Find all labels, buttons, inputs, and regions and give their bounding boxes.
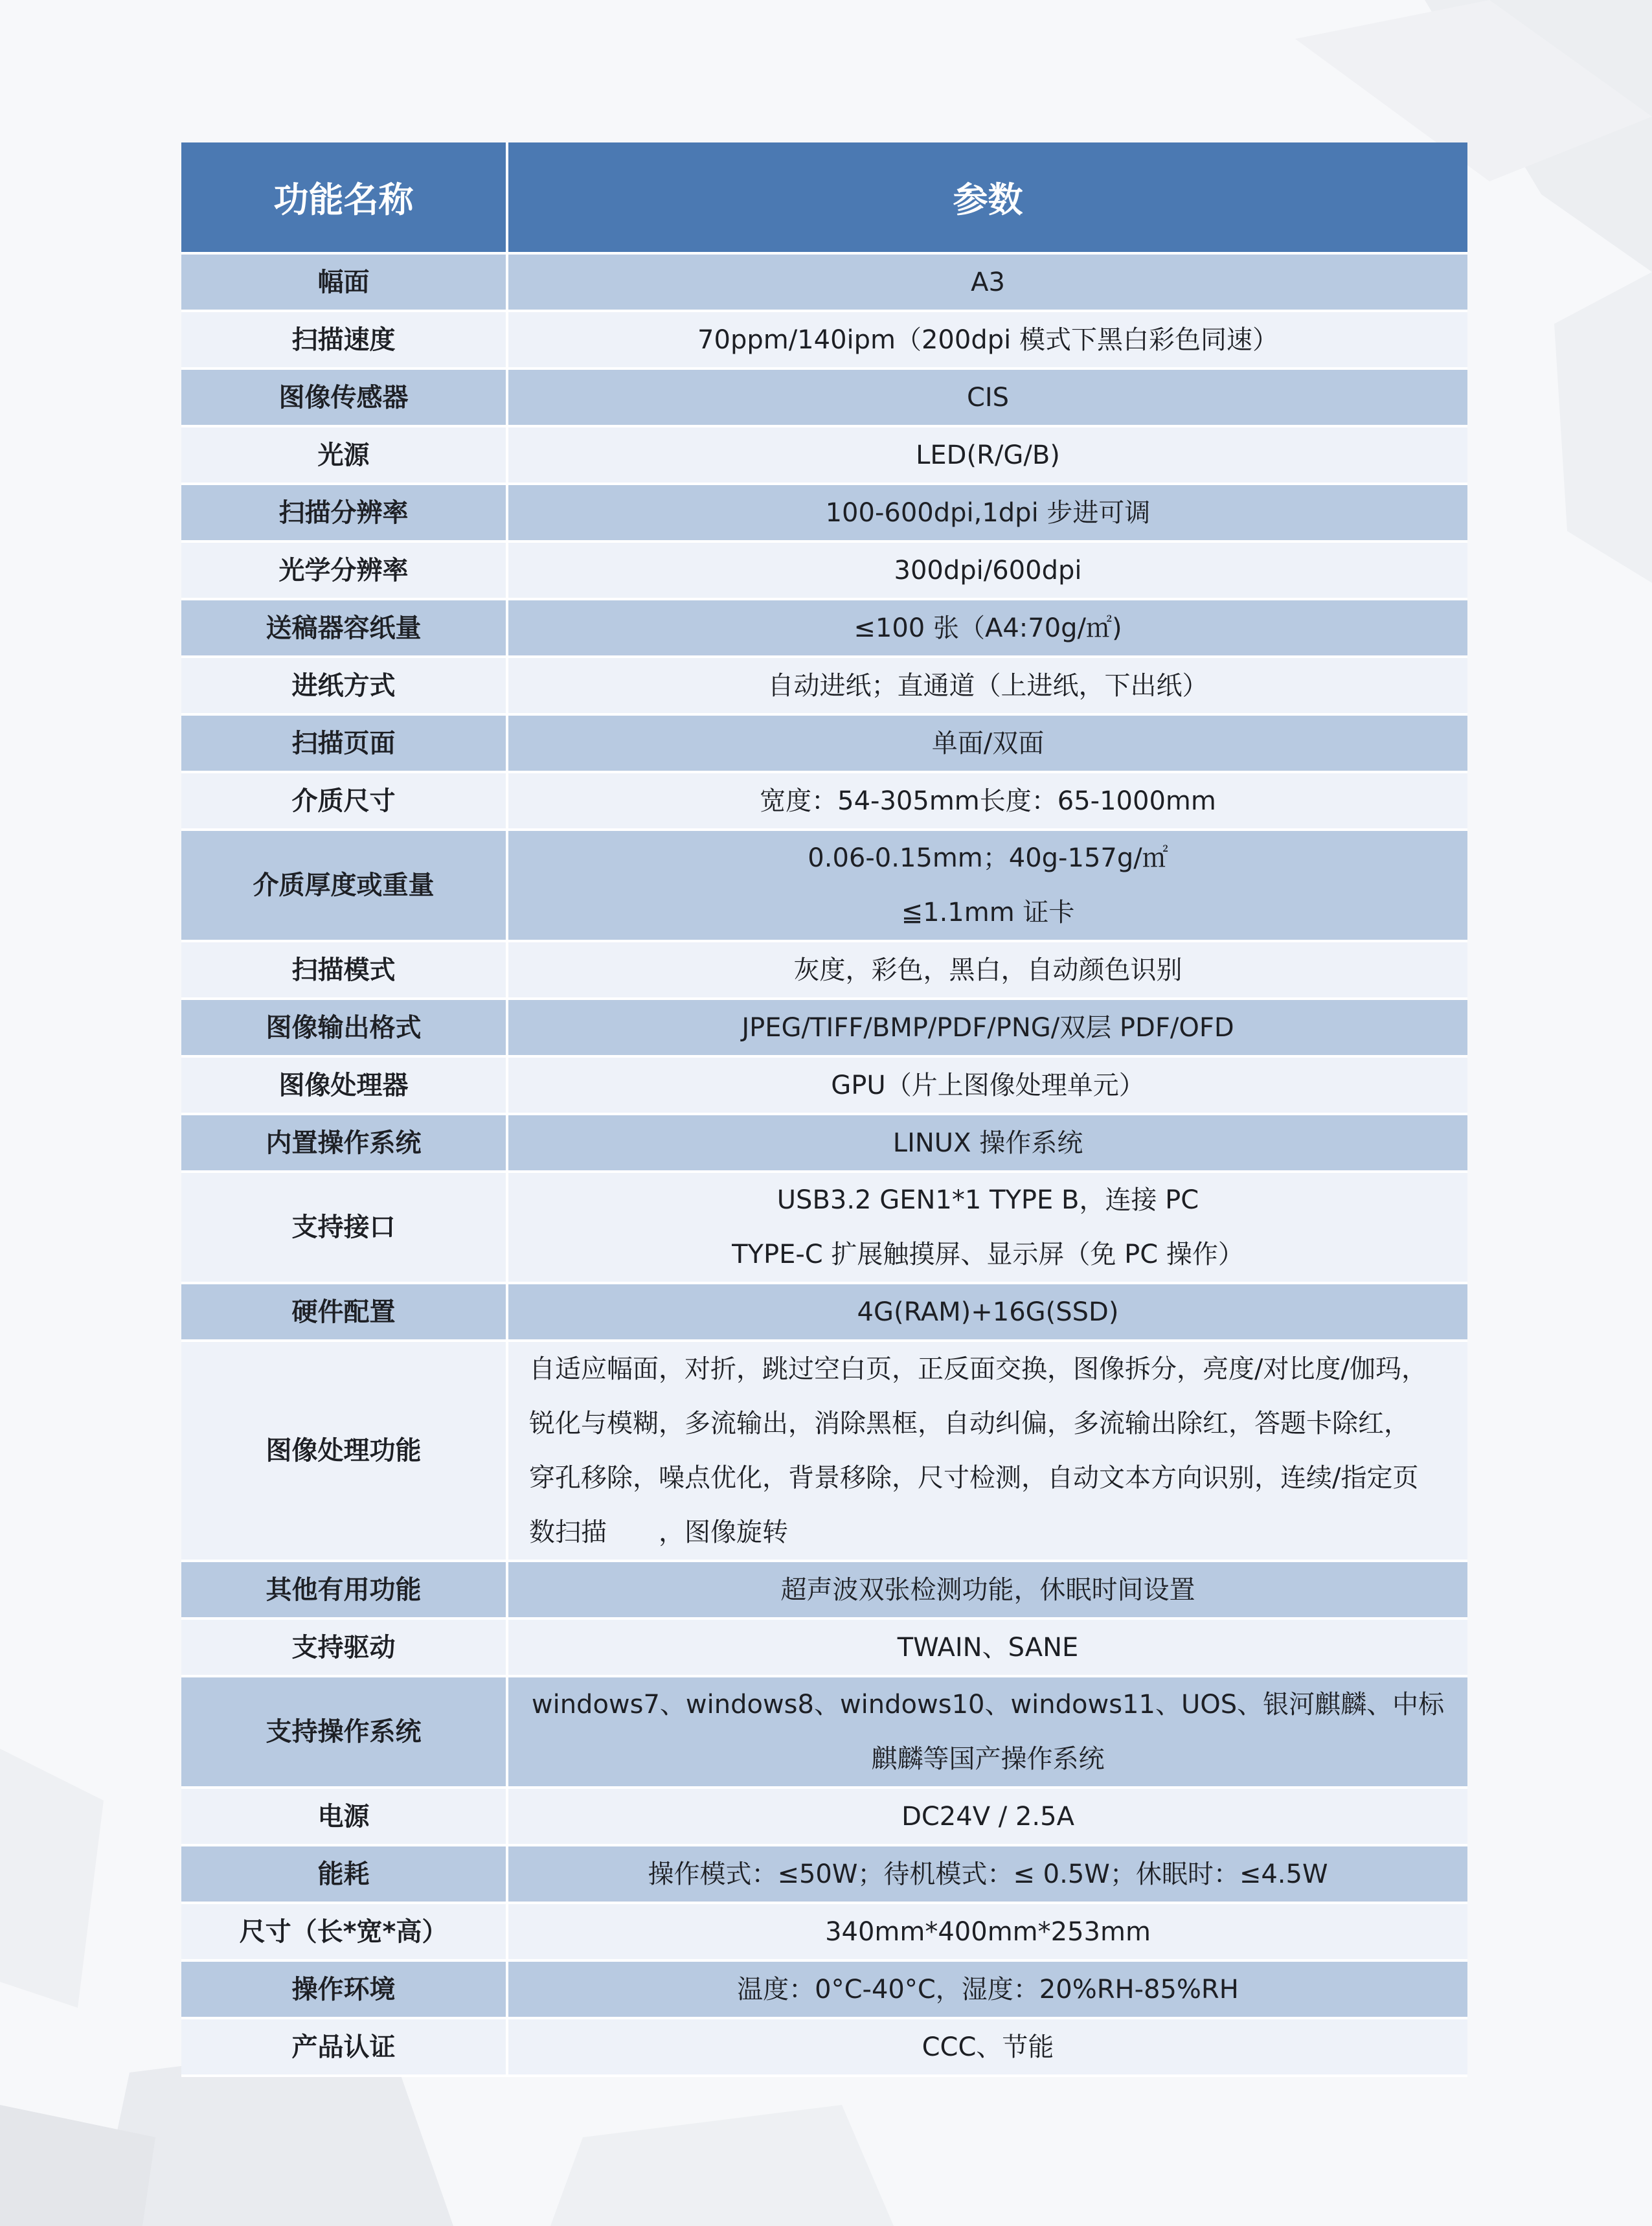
spec-value-line: 单面/双面 xyxy=(931,728,1045,758)
spec-name-cell: 其他有用功能 xyxy=(181,1561,507,1618)
spec-value-line: 300dpi/600dpi xyxy=(894,555,1082,585)
spec-name-cell: 光源 xyxy=(181,426,507,484)
table-row xyxy=(181,830,1467,941)
spec-name-cell: 支持接口 xyxy=(181,1172,507,1283)
spec-value-line: windows7、windows8、windows10、windows11、UOS、银河麒麟、中标 xyxy=(531,1690,1445,1720)
table-row xyxy=(181,311,1467,369)
spec-value-line: GPU（片上图像处理单元） xyxy=(831,1070,1145,1100)
spec-value-line: LINUX 操作系统 xyxy=(892,1128,1083,1158)
spec-name-cell: 尺寸（长*宽*高） xyxy=(181,1903,507,1960)
spec-value-cell xyxy=(507,1903,1467,1960)
spec-value-cell xyxy=(507,1561,1467,1618)
spec-value-line: 温度：0°C-40°C，湿度：20%RH-85%RH xyxy=(737,1974,1239,2005)
spec-value-cell xyxy=(507,772,1467,830)
spec-table xyxy=(181,142,1467,2077)
table-row xyxy=(181,1341,1467,1561)
spec-value-line: 操作模式：≤50W；待机模式：≤ 0.5W；休眠时：≤4.5W xyxy=(648,1859,1328,1889)
table-row xyxy=(181,599,1467,657)
table-row xyxy=(181,1618,1467,1676)
spec-value-cell xyxy=(507,714,1467,772)
spec-value-cell xyxy=(507,1172,1467,1283)
spec-name-cell: 介质尺寸 xyxy=(181,772,507,830)
spec-value-line: 宽度：54-305mm长度：65-1000mm xyxy=(760,786,1216,816)
spec-value-line: 70ppm/140ipm（200dpi 模式下黑白彩色同速） xyxy=(697,324,1278,355)
table-header-row xyxy=(181,142,1467,253)
spec-value-cell xyxy=(507,484,1467,541)
spec-value-line: 数扫描 ，图像旋转 xyxy=(529,1517,788,1547)
table-row xyxy=(181,253,1467,311)
spec-table-body xyxy=(181,253,1467,2076)
spec-value-cell xyxy=(507,311,1467,369)
table-row xyxy=(181,369,1467,426)
spec-value-line: 自适应幅面，对折，跳过空白页，正反面交换，图像拆分，亮度/对比度/伽玛， xyxy=(529,1354,1427,1384)
spec-value-line: 0.06-0.15mm；40g-157g/㎡ xyxy=(808,843,1168,873)
spec-name-cell: 支持驱动 xyxy=(181,1618,507,1676)
spec-value-cell xyxy=(507,1676,1467,1788)
spec-value-cell xyxy=(507,999,1467,1056)
header-name: 功能名称 xyxy=(181,142,507,253)
spec-value-line: A3 xyxy=(971,267,1005,297)
spec-value-line: ≦1.1mm 证卡 xyxy=(901,898,1075,927)
table-row xyxy=(181,426,1467,484)
table-row xyxy=(181,1788,1467,1845)
spec-value-cell xyxy=(507,1341,1467,1561)
spec-value-cell xyxy=(507,1618,1467,1676)
spec-value-line: 100-600dpi,1dpi 步进可调 xyxy=(825,497,1151,528)
spec-value-cell xyxy=(507,2018,1467,2076)
spec-value-cell xyxy=(507,657,1467,714)
spec-value-line: 超声波双张检测功能，休眠时间设置 xyxy=(780,1574,1195,1605)
table-row xyxy=(181,1960,1467,2018)
table-row xyxy=(181,541,1467,599)
spec-name-cell: 介质厚度或重量 xyxy=(181,830,507,941)
spec-value-line: DC24V / 2.5A xyxy=(901,1801,1074,1832)
spec-value-line: JPEG/TIFF/BMP/PDF/PNG/双层 PDF/OFD xyxy=(741,1012,1234,1043)
spec-name-cell: 操作环境 xyxy=(181,1960,507,2018)
spec-value-line: 灰度，彩色，黑白，自动颜色识别 xyxy=(793,955,1182,985)
spec-name-cell: 光学分辨率 xyxy=(181,541,507,599)
spec-value-cell xyxy=(507,369,1467,426)
spec-value-line: 自动进纸；直通道（上进纸，下出纸） xyxy=(767,670,1208,701)
table-row xyxy=(181,714,1467,772)
spec-name-cell: 幅面 xyxy=(181,253,507,311)
spec-value-line: ≤100 张（A4:70g/㎡) xyxy=(854,613,1122,643)
spec-name-cell: 产品认证 xyxy=(181,2018,507,2076)
spec-value-cell xyxy=(507,1114,1467,1172)
spec-value-cell xyxy=(507,426,1467,484)
table-row xyxy=(181,1056,1467,1114)
table-row xyxy=(181,657,1467,714)
table-row xyxy=(181,1114,1467,1172)
spec-name-cell: 图像处理功能 xyxy=(181,1341,507,1561)
spec-value-line: TYPE-C 扩展触摸屏、显示屏（免 PC 操作） xyxy=(732,1240,1244,1269)
table-row xyxy=(181,1283,1467,1341)
table-row xyxy=(181,772,1467,830)
table-row xyxy=(181,1561,1467,1618)
spec-name-cell: 图像处理器 xyxy=(181,1056,507,1114)
spec-name-cell: 扫描分辨率 xyxy=(181,484,507,541)
spec-name-cell: 支持操作系统 xyxy=(181,1676,507,1788)
spec-name-cell: 硬件配置 xyxy=(181,1283,507,1341)
table-row xyxy=(181,1676,1467,1788)
spec-value-line: 锐化与模糊，多流输出，消除黑框，自动纠偏，多流输出除红，答题卡除红， xyxy=(529,1409,1410,1438)
spec-value-line: CIS xyxy=(966,382,1010,413)
spec-value-cell xyxy=(507,941,1467,999)
table-row xyxy=(181,2018,1467,2076)
spec-value-cell xyxy=(507,253,1467,311)
table-row xyxy=(181,999,1467,1056)
spec-value-cell xyxy=(507,541,1467,599)
spec-value-line: 340mm*400mm*253mm xyxy=(825,1916,1151,1947)
spec-value-cell xyxy=(507,599,1467,657)
spec-name-cell: 图像传感器 xyxy=(181,369,507,426)
table-row xyxy=(181,1172,1467,1283)
spec-value-cell xyxy=(507,1788,1467,1845)
spec-value-line: TWAIN、SANE xyxy=(897,1632,1079,1663)
spec-name-cell: 能耗 xyxy=(181,1845,507,1903)
spec-value-line: 4G(RAM)+16G(SSD) xyxy=(857,1297,1119,1327)
spec-value-line: 麒麟等国产操作系统 xyxy=(871,1744,1105,1774)
table-row xyxy=(181,1903,1467,1960)
spec-value-line: 穿孔移除，噪点优化，背景移除，尺寸检测，自动文本方向识别，连续/指定页 xyxy=(529,1463,1419,1493)
header-value: 参数 xyxy=(507,142,1467,253)
spec-value-cell xyxy=(507,830,1467,941)
spec-value-cell xyxy=(507,1056,1467,1114)
table-row xyxy=(181,1845,1467,1903)
spec-name-cell: 扫描速度 xyxy=(181,311,507,369)
table-row xyxy=(181,484,1467,541)
spec-value-cell xyxy=(507,1283,1467,1341)
table-row xyxy=(181,941,1467,999)
spec-value-cell xyxy=(507,1845,1467,1903)
spec-name-cell: 内置操作系统 xyxy=(181,1114,507,1172)
spec-name-cell: 扫描页面 xyxy=(181,714,507,772)
spec-name-cell: 图像输出格式 xyxy=(181,999,507,1056)
spec-value-line: USB3.2 GEN1*1 TYPE B，连接 PC xyxy=(776,1185,1199,1215)
spec-name-cell: 扫描模式 xyxy=(181,941,507,999)
spec-value-line: LED(R/G/B) xyxy=(916,440,1060,470)
spec-name-cell: 进纸方式 xyxy=(181,657,507,714)
spec-name-cell: 送稿器容纸量 xyxy=(181,599,507,657)
spec-name-cell: 电源 xyxy=(181,1788,507,1845)
spec-value-cell xyxy=(507,1960,1467,2018)
spec-value-line: CCC、节能 xyxy=(922,2032,1054,2062)
